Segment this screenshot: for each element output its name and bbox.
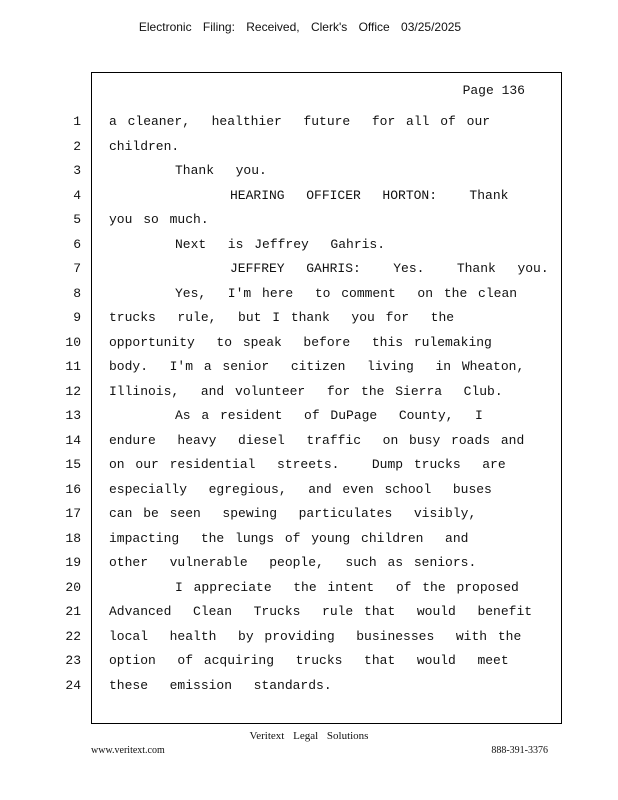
transcript-line: especially egregious, and even school buses: [109, 481, 492, 497]
footer-website: www.veritext.com: [91, 745, 165, 756]
line-number: 24: [65, 677, 81, 693]
transcript-line: Advanced Clean Trucks rule that would benefit: [109, 604, 533, 619]
line-number: 22: [65, 628, 81, 644]
line-number: 16: [65, 481, 81, 497]
line-number: 10: [65, 334, 81, 350]
transcript-line: I appreciate the intent of the proposed: [175, 579, 519, 595]
line-number: 1: [73, 114, 81, 129]
page-number: Page 136: [462, 83, 525, 98]
line-number: 11: [65, 359, 81, 374]
transcript-line: HEARING OFFICER HORTON: Thank: [230, 187, 509, 203]
filing-header: Electronic Filing: Received, Clerk's Office 03/25/2025: [138, 20, 462, 34]
line-number: 19: [65, 555, 81, 570]
transcript-line: JEFFREY GAHRIS: Yes. Thank you.: [230, 261, 549, 276]
line-number: 20: [65, 579, 81, 595]
transcript-line: you so much.: [109, 212, 209, 227]
line-number: 2: [73, 138, 81, 154]
line-number: 23: [65, 653, 81, 668]
line-number: 21: [65, 604, 81, 619]
transcript-line: Illinois, and volunteer for the Sierra Club.: [109, 383, 503, 399]
transcript-line: option of acquiring trucks that would meet: [109, 653, 509, 668]
transcript-line: As a resident of DuPage County, I: [175, 408, 483, 423]
line-number: 8: [73, 285, 81, 301]
transcript-line: a cleaner, healthier future for all of our: [109, 114, 491, 129]
transcript-line: Next is Jeffrey Gahris.: [175, 236, 386, 252]
transcript-line: children.: [109, 138, 180, 154]
transcript-line: Yes, I'm here to comment on the clean: [175, 285, 518, 301]
transcript-line: on our residential streets. Dump trucks are: [109, 457, 506, 472]
line-number: 5: [73, 212, 81, 227]
line-number: 18: [65, 530, 81, 546]
transcript-line: endure heavy diesel traffic on busy roads and: [109, 432, 525, 448]
line-number: 4: [73, 187, 81, 203]
line-number: 17: [65, 506, 81, 521]
transcript-line: opportunity to speak before this rulemaking: [109, 334, 492, 350]
line-number: 9: [73, 310, 81, 325]
transcript-line: can be seen spewing particulates visibly,: [109, 506, 477, 521]
line-number: 14: [65, 432, 81, 448]
transcript-line: local health by providing businesses with the: [109, 628, 522, 644]
line-number: 12: [65, 383, 81, 399]
line-number: 3: [73, 163, 81, 178]
footer-phone: 888-391-3376: [491, 745, 548, 756]
transcript-line: other vulnerable people, such as seniors.: [109, 555, 477, 570]
transcript-line: impacting the lungs of young children and: [109, 530, 469, 546]
line-number: 13: [65, 408, 81, 423]
line-number: 15: [65, 457, 81, 472]
transcript-line: these emission standards.: [109, 677, 332, 693]
transcript-line: trucks rule, but I thank you for the: [109, 310, 455, 325]
transcript-line: body. I'm a senior citizen living in Wheaton,: [109, 359, 525, 374]
line-number: 6: [73, 236, 81, 252]
line-number: 7: [73, 261, 81, 276]
footer-company: Veritext Legal Solutions: [249, 730, 369, 742]
transcript-line: Thank you.: [175, 163, 267, 178]
